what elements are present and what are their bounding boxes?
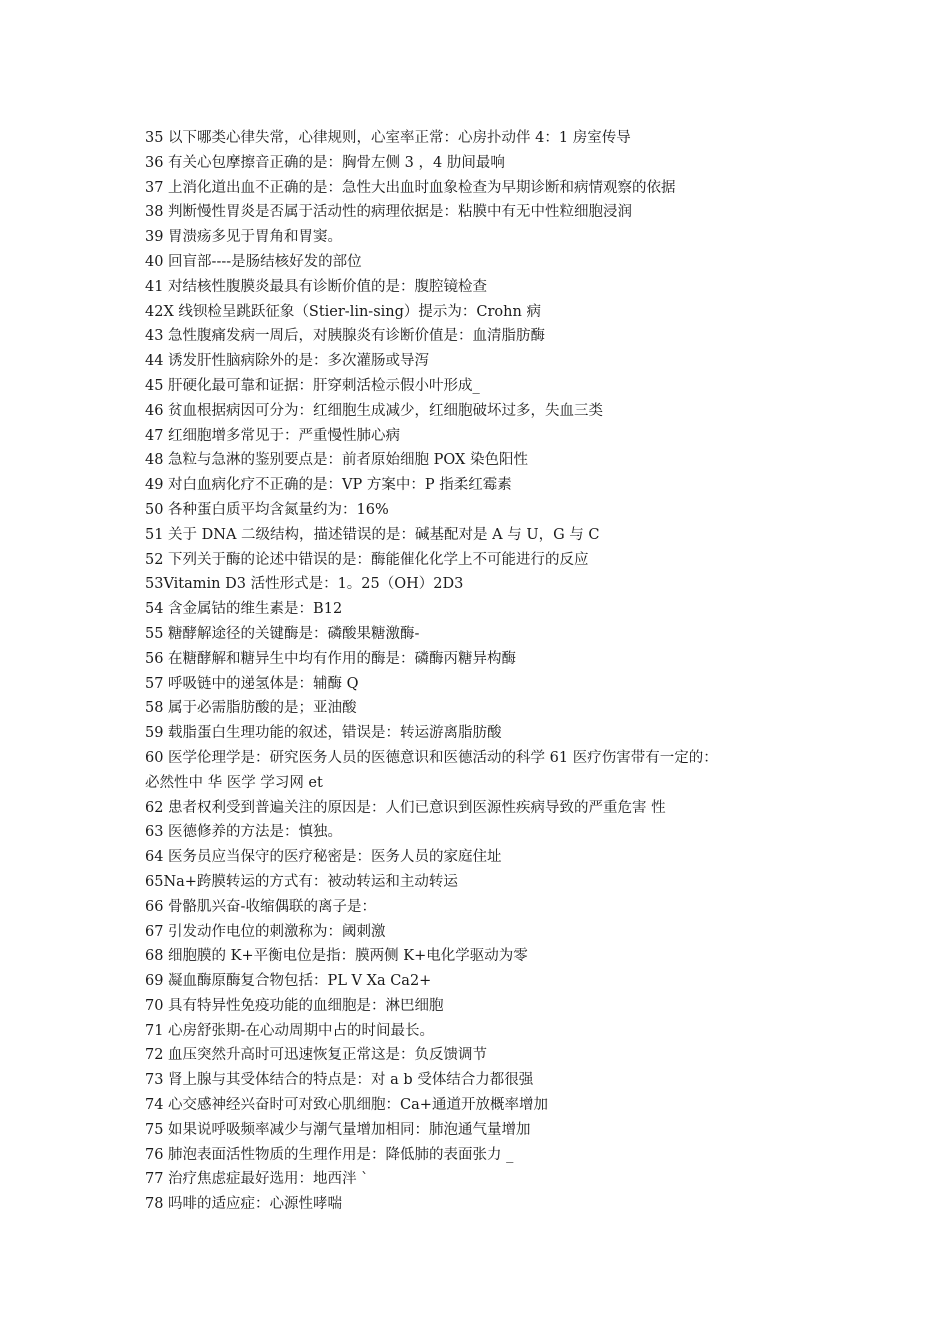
text-line: 39 胃溃疡多见于胃角和胃窦。: [145, 229, 343, 246]
text-line: 59 载脂蛋白生理功能的叙述，错误是：转运游离脂肪酸: [145, 725, 502, 742]
text-line: 73 肾上腺与其受体结合的特点是：对 a b 受体结合力都很强: [145, 1072, 534, 1089]
text-line: 78 吗啡的适应症：心源性哮喘: [145, 1196, 343, 1213]
text-line: 46 贫血根据病因可分为：红细胞生成减少，红细胞破坏过多，失血三类: [145, 402, 604, 419]
text-line: 54 含金属钴的维生素是：B12: [145, 601, 343, 618]
text-line: 68 细胞膜的 K+平衡电位是指：膜两侧 K+电化学驱动为零: [145, 948, 528, 965]
text-line: 55 糖酵解途径的关键酶是：磷酸果糖激酶-: [145, 625, 420, 642]
text-line: 62 患者权利受到普遍关注的原因是：人们已意识到医源性疾病导致的严重危害 性: [145, 799, 666, 816]
text-line: 56 在糖酵解和糖异生中均有作用的酶是：磷酶丙糖异构酶: [145, 650, 517, 667]
text-line: 47 红细胞增多常见于：严重慢性肺心病: [145, 427, 401, 444]
text-line: 60 医学伦理学是：研究医务人员的医德意识和医德活动的科学 61 医疗伤害带有一定的：: [145, 749, 718, 766]
text-line: 49 对白血病化疗不正确的是：VP 方案中：P 指柔红霉素: [145, 477, 512, 494]
text-line: 75 如果说呼吸频率减少与潮气量增加相同：肺泡通气量增加: [145, 1121, 531, 1138]
text-line: 45 肝硬化最可靠和证据：肝穿刺活检示假小叶形成_: [145, 377, 480, 394]
text-line: 48 急粒与急淋的鉴别要点是：前者原始细胞 POX 染色阳性: [145, 452, 528, 469]
document-text-lines: [145, 126, 825, 1217]
text-line: 36 有关心包摩擦音正确的是：胸骨左侧 3 ，4 肋间最响: [145, 154, 505, 171]
text-line: 66 骨骼肌兴奋-收缩偶联的离子是：: [145, 898, 376, 915]
text-line: 70 具有特异性免疫功能的血细胞是：淋巴细胞: [145, 997, 444, 1014]
text-line: 58 属于必需脂肪酸的是；亚油酸: [145, 700, 357, 717]
text-line: 35 以下哪类心律失常，心律规则，心室率正常：心房扑动伴 4：1 房室传导: [145, 130, 631, 146]
text-line: 43 急性腹痛发病一周后，对胰腺炎有诊断价值是：血清脂肪酶: [145, 328, 546, 345]
text-line: 65Na+跨膜转运的方式有：被动转运和主动转运: [145, 873, 458, 890]
text-line: 64 医务员应当保守的医疗秘密是：医务人员的家庭住址: [145, 849, 502, 866]
text-line: 53Vitamin D3 活性形式是：1。25（OH）2D3: [145, 576, 464, 593]
text-line: 必然性中 华 医学 学习网 et: [145, 774, 323, 791]
text-line: 57 呼吸链中的递氢体是：辅酶 Q: [145, 675, 359, 692]
text-line: 74 心交感神经兴奋时可对致心肌细胞：Ca+通道开放概率增加: [145, 1097, 548, 1114]
text-line: 41 对结核性腹膜炎最具有诊断价值的是：腹腔镜检查: [145, 278, 488, 295]
text-line: 40 回盲部----是肠结核好发的部位: [145, 253, 362, 270]
text-line: 37 上消化道出血不正确的是：急性大出血时血象检查为早期诊断和病情观察的依据: [145, 179, 676, 196]
text-line: 38 判断慢性胃炎是否属于活动性的病理依据是：粘膜中有无中性粒细胞浸润: [145, 204, 633, 221]
text-line: 44 诱发肝性脑病除外的是：多次灌肠或导泻: [145, 353, 430, 370]
text-line: 71 心房舒张期-在心动周期中占的时间最长。: [145, 1022, 434, 1039]
text-line: 67 引发动作电位的刺激称为：阈刺激: [145, 923, 386, 940]
text-line: 51 关于 DNA 二级结构，描述错误的是：碱基配对是 A 与 U，G 与 C: [145, 526, 600, 543]
text-line: 42X 线钡检呈跳跃征象（Stier-lin-sing）提示为：Crohn 病: [145, 303, 541, 320]
text-line: 76 肺泡表面活性物质的生理作用是：降低肺的表面张力 _: [145, 1146, 514, 1163]
text-line: 77 治疗焦虑症最好选用：地西泮 `: [145, 1171, 369, 1188]
text-line: 63 医德修养的方法是：慎独。: [145, 824, 343, 841]
text-line: 50 各种蛋白质平均含氮量约为：16%: [145, 501, 389, 518]
text-line: 72 血压突然升高时可迅速恢复正常这是：负反馈调节: [145, 1047, 488, 1064]
text-line: 69 凝血酶原酶复合物包括：PL V Xa Ca2+: [145, 973, 432, 990]
text-line: 52 下列关于酶的论述中错误的是：酶能催化化学上不可能进行的反应: [145, 551, 589, 568]
